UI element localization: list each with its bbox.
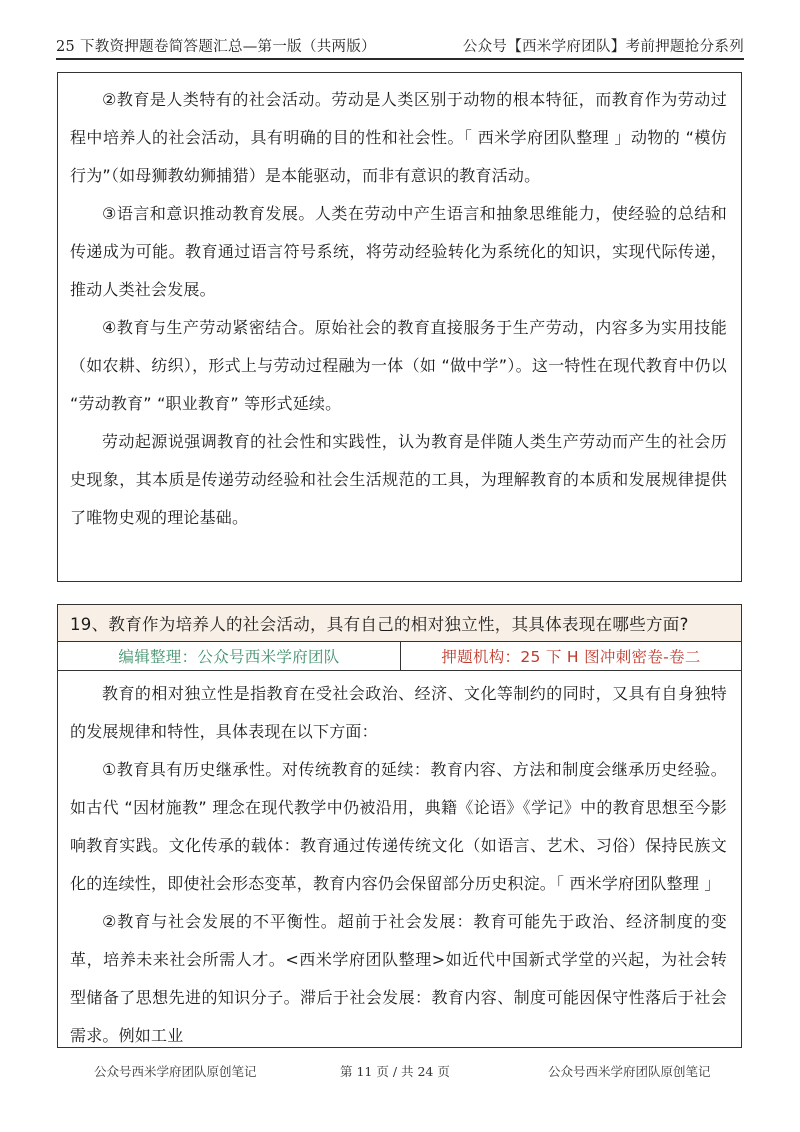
paragraph: ②教育是人类特有的社会活动。劳动是人类区别于动物的根本特征，而教育作为劳动过程中培养人的社会活动，具有明确的目的性和社会性。「 西米学府团队整理 」动物的 “模仿行为”（如母狮教幼狮捕猎）是本能驱动，而非有意识的教育活动。 (70, 90, 727, 185)
paragraph: ②教育与社会发展的不平衡性。超前于社会发展：教育可能先于政治、经济制度的变革，培养未来社会所需人才。<西米学府团队整理>如近代中国新式学堂的兴起，为社会转型储备了思想先进的知识分子。滞后于社会发展：教育内容、制度可能因保守性落后于社会需求。例如工业 (70, 912, 727, 1045)
question-title: 19、教育作为培养人的社会活动，具有自己的相对独立性，其具体表现在哪些方面? (58, 605, 741, 642)
answer-content (58, 73, 741, 537)
question-meta-row (58, 642, 741, 671)
footer-right-text: 公众号西米学府团队原创笔记 (548, 1064, 711, 1079)
paragraph: ①教育具有历史继承性。对传统教育的延续：教育内容、方法和制度会继承历史经验。如古代 “因材施教” 理念在现代教学中仍被沿用，典籍《论语》《学记》中的教育思想至今影响教育实践。文化传承的载体：教育通过传递传统文化（如语言、艺术、习俗）保持民族文化的连续性，即使社会形态变革，教育内容仍会保留部分历史积淀。「 西米学府团队整理 」 (70, 760, 727, 893)
footer-left-text: 公众号西米学府团队原创笔记 (94, 1064, 257, 1079)
question-box-19 (57, 604, 742, 1048)
answer-content (58, 671, 741, 1055)
editor-credit: 编辑整理：公众号西米学府团队 (58, 642, 401, 670)
paragraph: 劳动起源说强调教育的社会性和实践性，认为教育是伴随人类生产劳动而产生的社会历史现象，其本质是传递劳动经验和社会生活规范的工具，为理解教育的本质和发展规律提供了唯物史观的理论基础。 (70, 432, 727, 527)
page-number: 第 11 页 / 共 24 页 (340, 1064, 450, 1079)
header-left-title: 25 下教资押题卷简答题汇总—第一版（共两版） (56, 39, 376, 55)
header-divider (56, 58, 744, 60)
answer-box-continued (57, 72, 742, 582)
paragraph: 教育的相对独立性是指教育在受社会政治、经济、文化等制约的同时，又具有自身独特的发展规律和特性，具体表现在以下方面： (70, 684, 727, 741)
source-credit: 押题机构：25 下 H 图冲刺密卷-卷二 (441, 648, 701, 666)
header-right-title: 公众号【西米学府团队】考前押题抢分系列 (462, 39, 744, 55)
page-header (56, 30, 744, 56)
paragraph: ④教育与生产劳动紧密结合。原始社会的教育直接服务于生产劳动，内容多为实用技能（如农耕、纺织），形式上与劳动过程融为一体（如 “做中学”）。这一特性在现代教育中仍以 “劳动教育” “职业教育” 等形式延续。 (70, 318, 727, 413)
paragraph: ③语言和意识推动教育发展。人类在劳动中产生语言和抽象思维能力，使经验的总结和传递成为可能。教育通过语言符号系统，将劳动经验转化为系统化的知识，实现代际传递，推动人类社会发展。 (70, 204, 727, 299)
page-footer (0, 1062, 800, 1082)
